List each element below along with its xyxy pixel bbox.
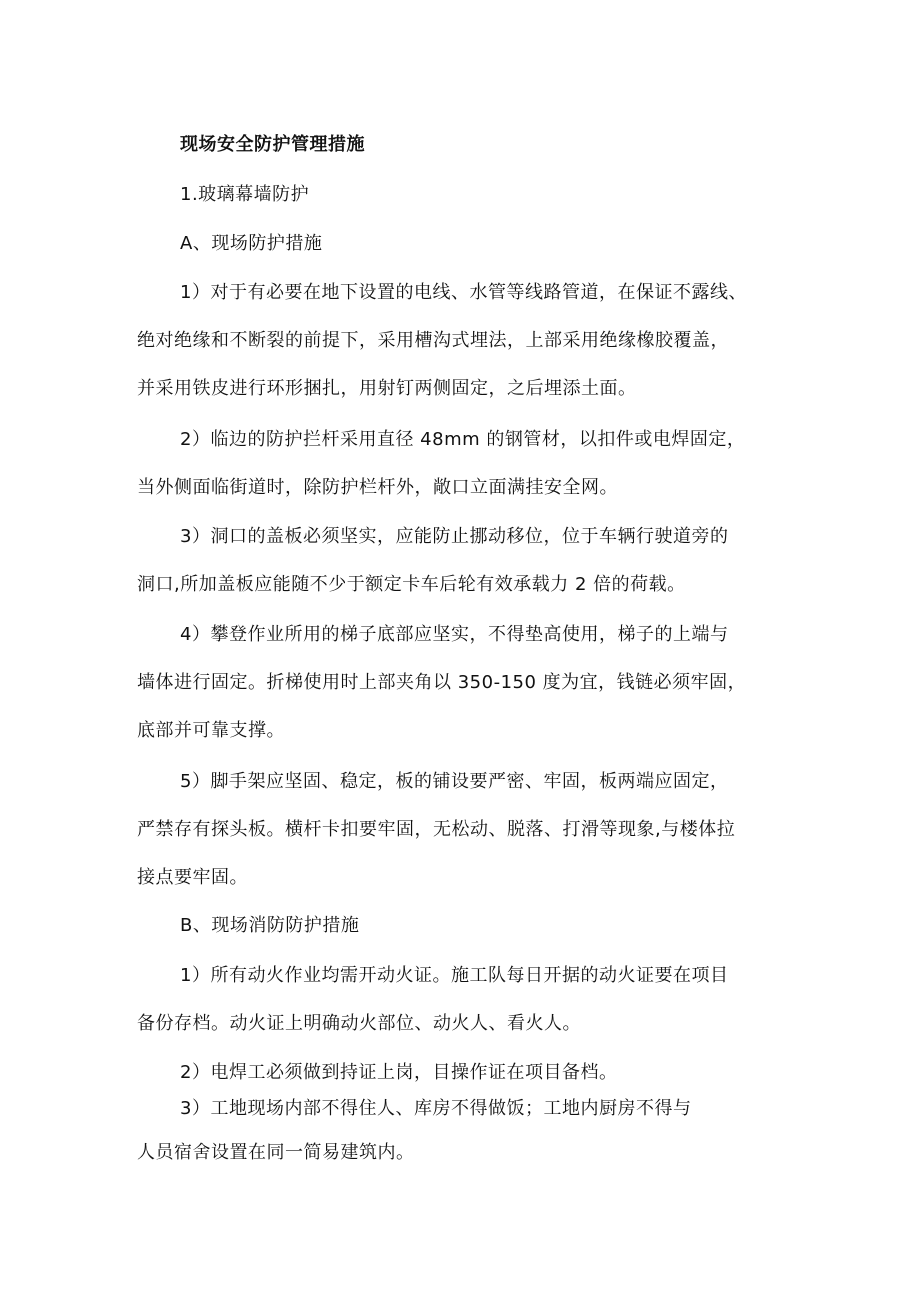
a-item-1-line-2: 绝对绝缘和不断裂的前提下，采用槽沟式埋法，上部采用绝缘橡胶覆盖， — [137, 330, 729, 351]
a-item-2-line-2: 当外侧面临街道时，除防护栏杆外，敞口立面满挂安全网。 — [137, 477, 618, 498]
section-heading-1: 1.玻璃幕墙防护 — [180, 184, 310, 205]
a-item-4-line-1: 4）攀登作业所用的梯子底部应坚实，不得垫高使用，梯子的上端与 — [180, 624, 729, 645]
section-heading-a: A、现场防护措施 — [180, 233, 323, 254]
a-item-3-line-1: 3）洞口的盖板必须坚实，应能防止挪动移位，位于车辆行驶道旁的 — [180, 526, 729, 547]
a-item-5-line-3: 接点要牢固。 — [137, 867, 248, 888]
b-item-1-line-2: 备份存档。动火证上明确动火部位、动火人、看火人。 — [137, 1013, 581, 1034]
a-item-5-line-2: 严禁存有探头板。横杆卡扣要牢固，无松动、脱落、打滑等现象,与楼体拉 — [137, 819, 736, 840]
b-item-1-line-1: 1）所有动火作业均需开动火证。施工队每日开据的动火证要在项目 — [180, 965, 729, 986]
a-item-3-line-2: 洞口,所加盖板应能随不少于额定卡车后轮有效承载力 2 倍的荷载。 — [137, 574, 686, 595]
a-item-2-line-1: 2）临边的防护拦杆采用直径 48mm 的钢管材，以扣件或电焊固定， — [180, 429, 746, 450]
document-title: 现场安全防护管理措施 — [180, 134, 365, 155]
b-item-2-line-1: 2）电焊工必须做到持证上岗，目操作证在项目备档。 — [180, 1062, 618, 1083]
a-item-4-line-2: 墙体进行固定。折梯使用时上部夹角以 350-150 度为宜，钱链必须牢固， — [137, 672, 747, 693]
b-item-3-line-2: 人员宿舍设置在同一简易建筑内。 — [137, 1142, 415, 1163]
a-item-4-line-3: 底部并可靠支撑。 — [137, 720, 285, 741]
a-item-1-line-3: 并采用铁皮进行环形捆扎，用射钉两侧固定，之后埋添土面。 — [137, 378, 637, 399]
section-heading-b: B、现场消防防护措施 — [180, 915, 360, 936]
b-item-3-line-1: 3）工地现场内部不得住人、库房不得做饭；工地内厨房不得与 — [180, 1098, 692, 1119]
a-item-5-line-1: 5）脚手架应坚固、稳定，板的铺设要严密、牢固，板两端应固定， — [180, 771, 729, 792]
a-item-1-line-1: 1）对于有必要在地下设置的电线、水管等线路管道，在保证不露线、 — [180, 282, 747, 303]
